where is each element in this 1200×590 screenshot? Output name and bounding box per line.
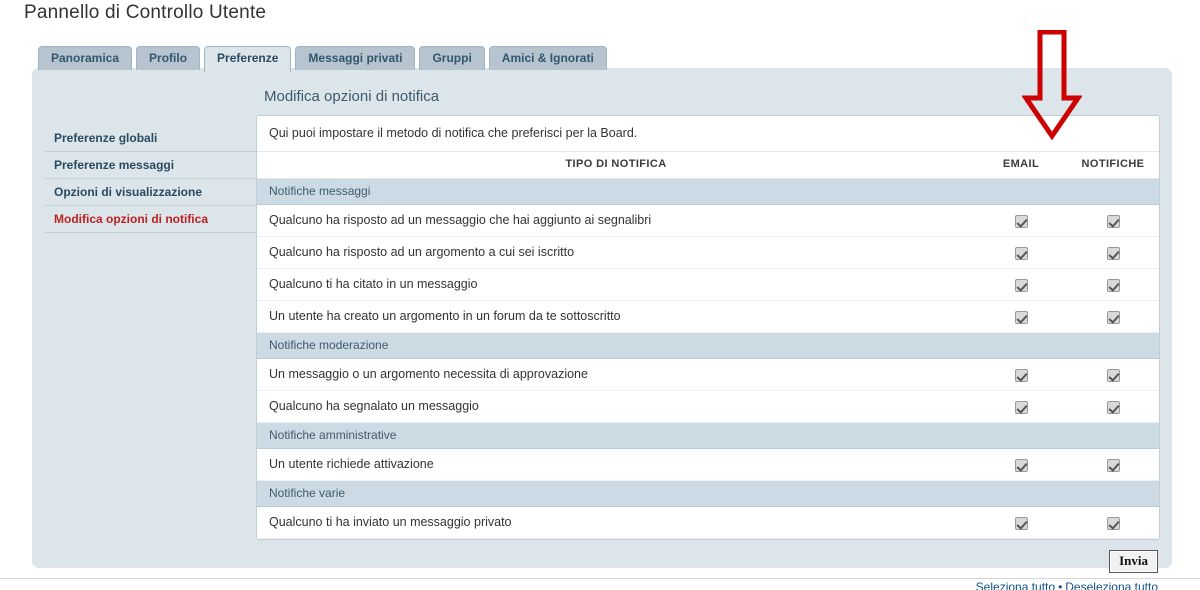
row-email-cell (975, 359, 1067, 391)
tab-preferenze[interactable]: Preferenze (204, 46, 291, 72)
row-notify-cell (1067, 449, 1159, 481)
column-header-notifications: NOTIFICHE (1067, 152, 1159, 179)
row-label: Qualcuno ti ha citato in un messaggio (257, 269, 975, 301)
table-row (257, 507, 1159, 539)
email-checkbox[interactable] (1015, 401, 1028, 414)
table-row (257, 449, 1159, 481)
notify-checkbox[interactable] (1107, 459, 1120, 472)
tab-messaggi-privati[interactable]: Messaggi privati (295, 46, 415, 70)
table-row (257, 391, 1159, 423)
notification-settings-box (256, 115, 1160, 540)
row-email-cell (975, 507, 1067, 539)
sidebar-item-preferenze-globali[interactable]: Preferenze globali (44, 125, 256, 152)
row-label: Un utente ha creato un argomento in un forum da te sottoscritto (257, 301, 975, 333)
notify-checkbox[interactable] (1107, 401, 1120, 414)
email-checkbox[interactable] (1015, 369, 1028, 382)
form-footer (256, 550, 1160, 590)
table-body (257, 179, 1159, 539)
column-header-type: TIPO DI NOTIFICA (257, 152, 975, 179)
row-label: Un utente richiede attivazione (257, 449, 975, 481)
notify-checkbox[interactable] (1107, 215, 1120, 228)
ucp-panel (32, 68, 1172, 590)
page-title: Pannello di Controllo Utente (24, 2, 267, 23)
notify-checkbox[interactable] (1107, 311, 1120, 324)
sidebar-item-opzioni-visualizzazione[interactable]: Opzioni di visualizzazione (44, 179, 256, 206)
notifications-table (257, 152, 1159, 539)
table-head (257, 152, 1159, 179)
tab-panoramica[interactable]: Panoramica (38, 46, 132, 70)
tab-amici-ignorati[interactable]: Amici & Ignorati (489, 46, 607, 70)
main-tabs (38, 46, 607, 70)
content-area (256, 80, 1160, 590)
notify-checkbox[interactable] (1107, 279, 1120, 292)
row-email-cell (975, 269, 1067, 301)
tab-profilo[interactable]: Profilo (136, 46, 200, 70)
section-title: Notifiche amministrative (257, 423, 1159, 449)
row-label: Qualcuno ti ha inviato un messaggio privato (257, 507, 975, 539)
notify-checkbox[interactable] (1107, 247, 1120, 260)
tab-gruppi[interactable]: Gruppi (419, 46, 484, 70)
content-heading: Modifica opzioni di notifica (264, 88, 440, 105)
deselect-all-link[interactable]: Deseleziona tutto (1065, 580, 1158, 590)
links-separator: • (1058, 580, 1063, 590)
row-email-cell (975, 449, 1067, 481)
row-email-cell (975, 391, 1067, 423)
section-title: Notifiche messaggi (257, 179, 1159, 205)
row-notify-cell (1067, 359, 1159, 391)
column-header-email: EMAIL (975, 152, 1067, 179)
section-header-moderazione (257, 333, 1159, 359)
sidebar-item-modifica-opzioni-notifica[interactable]: Modifica opzioni di notifica (44, 206, 256, 233)
row-notify-cell (1067, 301, 1159, 333)
email-checkbox[interactable] (1015, 311, 1028, 324)
notify-checkbox[interactable] (1107, 369, 1120, 382)
table-header-row (257, 152, 1159, 179)
row-email-cell (975, 301, 1067, 333)
select-all-link[interactable]: Seleziona tutto (975, 580, 1056, 590)
footer-links (256, 580, 1158, 590)
sidebar-item-preferenze-messaggi[interactable]: Preferenze messaggi (44, 152, 256, 179)
row-label: Un messaggio o un argomento necessita di approvazione (257, 359, 975, 391)
row-email-cell (975, 205, 1067, 237)
email-checkbox[interactable] (1015, 517, 1028, 530)
row-label: Qualcuno ha segnalato un messaggio (257, 391, 975, 423)
section-header-messaggi (257, 179, 1159, 205)
table-row (257, 269, 1159, 301)
table-row (257, 205, 1159, 237)
email-checkbox[interactable] (1015, 215, 1028, 228)
email-checkbox[interactable] (1015, 247, 1028, 260)
email-checkbox[interactable] (1015, 459, 1028, 472)
table-row (257, 359, 1159, 391)
row-notify-cell (1067, 237, 1159, 269)
sidebar-nav (44, 125, 256, 233)
row-notify-cell (1067, 507, 1159, 539)
table-row (257, 237, 1159, 269)
notify-checkbox[interactable] (1107, 517, 1120, 530)
section-header-varie (257, 481, 1159, 507)
email-checkbox[interactable] (1015, 279, 1028, 292)
bottom-divider (0, 578, 1200, 579)
intro-text: Qui puoi impostare il metodo di notifica che preferisci per la Board. (257, 116, 1159, 152)
section-title: Notifiche varie (257, 481, 1159, 507)
row-notify-cell (1067, 269, 1159, 301)
row-label: Qualcuno ha risposto ad un messaggio che hai aggiunto ai segnalibri (257, 205, 975, 237)
row-notify-cell (1067, 205, 1159, 237)
row-email-cell (975, 237, 1067, 269)
section-title: Notifiche moderazione (257, 333, 1159, 359)
row-notify-cell (1067, 391, 1159, 423)
submit-button[interactable]: Invia (1109, 550, 1158, 573)
table-row (257, 301, 1159, 333)
section-header-amministrative (257, 423, 1159, 449)
row-label: Qualcuno ha risposto ad un argomento a cui sei iscritto (257, 237, 975, 269)
